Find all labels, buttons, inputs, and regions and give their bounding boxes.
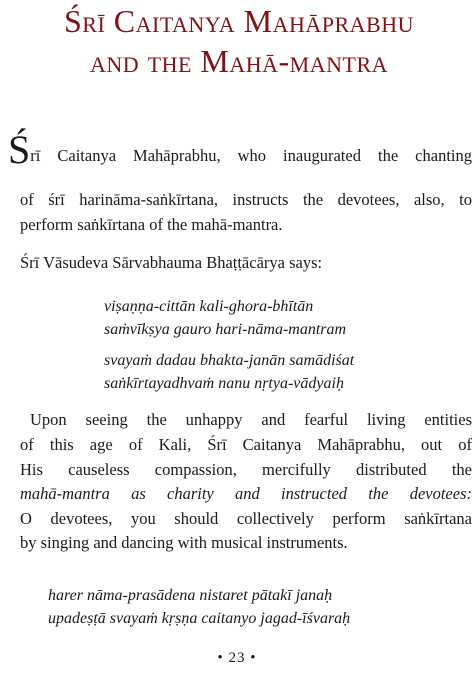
intro-paragraph-cont — [20, 188, 472, 237]
drop-cap: Ś — [8, 127, 31, 172]
verse-2 — [48, 585, 350, 630]
translation-line-3: His causeless compassion, mercifully distributed the — [20, 459, 472, 479]
verse-1-line-4: saṅkīrtayadhvaṁ nanu nṛtya-vādyaiḥ — [104, 374, 344, 392]
intro-line-2: of śrī harināma-saṅkīrtana, instructs the devotees, also, to — [20, 190, 472, 209]
attribution-line: Śrī Vāsudeva Sārvabhauma Bhaṭṭācārya says: — [20, 253, 323, 272]
verse-1-second-half — [104, 350, 354, 395]
attribution-paragraph — [20, 251, 472, 276]
translation-line-1: Upon seeing the unhappy and fearful living entities — [30, 410, 472, 429]
chapter-title-line-1: Śrī Caitanya Mahāprabhu — [63, 3, 414, 39]
intro-paragraph — [8, 127, 472, 172]
translation-paragraph-cont — [20, 433, 472, 556]
page-number: • 23 • — [217, 650, 257, 666]
translation-paragraph — [30, 408, 472, 433]
verse-1-line-2: saṁvīkṣya gauro hari-nāma-mantram — [104, 320, 347, 338]
translation-line-6: by singing and dancing with musical instruments. — [20, 533, 348, 552]
verse-1-line-3: svayaṁ dadau bhakta-janān samādiśat — [104, 352, 355, 369]
translation-line-2: of this age of Kali, Śrī Caitanya Mahāprabhu, out of — [20, 435, 472, 454]
translation-line-4: mahā-mantra as charity and instructed the devotees: — [20, 484, 472, 503]
intro-line-1: Śrī Caitanya Mahāprabhu, who inaugurated the chanting — [8, 127, 472, 172]
verse-1-line-1: viṣaṇṇa-cittān kali-ghora-bhītān — [104, 298, 314, 315]
translation-line-5: O devotees, you should collectively perform saṅkīrtana — [20, 508, 472, 528]
verse-2-line-1: harer nāma-prasādena nistaret pātakī janaḥ — [48, 587, 333, 604]
verse-2-line-2: upadeṣṭā svayaṁ kṛṣṇa caitanyo jagad-īśvaraḥ — [48, 609, 351, 627]
intro-line-3: perform saṅkīrtana of the mahā-mantra. — [20, 214, 283, 234]
verse-1-first-half — [104, 296, 346, 341]
chapter-title-line-2: and the Mahā-mantra — [89, 43, 389, 79]
